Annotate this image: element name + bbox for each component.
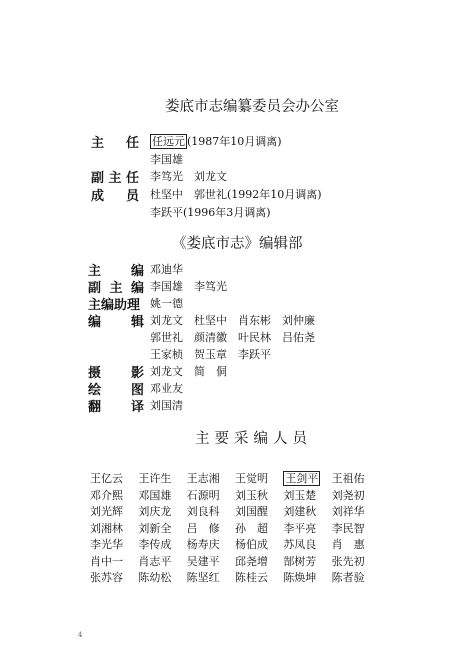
staff-name: 杨伯成 [234,538,268,551]
staff-title: 主要采编人员 [195,431,312,447]
staff-row [90,503,380,520]
staff-name: 邓介熙 [90,488,123,502]
staff-name: 李平亮 [283,521,317,535]
staff-name: 王许生 [138,472,172,485]
role-label: 主 任 [91,136,139,151]
staff-name: 苏凤良 [283,538,317,551]
staff-name: 陈坚红 [186,571,220,584]
role-director [0,132,450,150]
staff-name: 刘庆龙 [138,505,172,518]
office-title: 娄底市志编纂委员会办公室 [165,99,339,115]
staff-name: 吕 修 [186,521,220,535]
editorial-title: 《娄底市志》编辑部 [172,236,303,252]
staff-name: 陈者验 [331,571,365,584]
staff-name: 刘光辉 [90,505,123,518]
role-drawing: 绘 图 邓业友 [88,382,183,398]
role-editors-line2: 郭世礼 颜清徽 叶民林 吕佑尧 [150,331,315,344]
staff-name: 肖志平 [138,554,172,568]
staff-row [90,470,380,487]
staff-name: 刘尧初 [331,488,365,502]
staff-row [90,487,380,504]
role-photography: 摄 影 刘龙文 简 侗 [88,365,227,381]
staff-name: 刘祥华 [331,505,365,518]
staff-name: 陈桂云 [234,571,268,584]
staff-name: 刘玉秋 [234,488,268,502]
staff-name: 陈幼松 [138,571,172,584]
staff-name: 刘良科 [186,505,220,518]
staff-name: 李民智 [331,521,365,535]
staff-name: 李传成 [138,538,172,551]
staff-name: 石源明 [186,488,220,502]
staff-name: 肖中一 [90,554,123,568]
role-director-line2: 李国雄 [150,153,183,166]
staff-row [90,536,380,553]
role-deputy: 副 主 任 李笃光 刘龙文 [0,167,450,185]
staff-name: 张先初 [331,554,365,568]
role-members-line2: 李跃平(1996年3月调离) [150,206,271,219]
staff-row [90,569,380,586]
staff-name: 刘湘林 [90,521,123,535]
role-label: 成 员 [91,189,139,204]
staff-name: 王志湘 [186,472,220,485]
staff-name: 孙 超 [234,521,268,535]
role-value: 任远元 (1987年10月调离) [152,135,282,148]
staff-name: 王剑平 [285,472,319,485]
boxed-name: 任远元 [152,135,185,148]
role-editors-line3: 王家桢 贺玉章 李跃平 [150,348,271,361]
page-mark: 4 [78,631,83,639]
staff-name: 刘建秋 [283,505,317,518]
staff-name: 张苏容 [90,571,123,584]
staff-name: 李光华 [90,538,123,551]
role-editors: 编 辑 刘龙文 杜坚中 肖东彬 刘仲廉 [88,314,315,330]
role-chief-editor: 主 编 邓迪华 [88,263,183,279]
staff-name: 王祖佑 [331,472,365,485]
role-translation: 翻 译 刘国清 [88,399,183,415]
staff-name-grid [90,470,380,586]
role-label: 副 主 任 [91,171,139,186]
staff-name: 吴建平 [186,554,220,568]
staff-name: 刘国醒 [234,505,268,518]
staff-name: 刘新全 [138,521,172,535]
role-members: 成 员 杜坚中 郭世礼(1992年10月调离) [0,185,450,203]
staff-name: 陈焕坤 [283,571,317,584]
staff-row [90,553,380,570]
staff-row [90,520,380,537]
staff-name: 邓国雄 [138,488,172,502]
role-editor-assistant: 主编助理 姚一德 [88,297,183,313]
staff-name: 王亿云 [90,472,123,485]
staff-name: 王觉明 [234,472,268,485]
staff-name: 杨寿庆 [186,538,220,551]
staff-name: 邱尧增 [234,554,268,568]
staff-name: 郜树芳 [283,554,317,568]
staff-name: 肖 惠 [331,538,365,551]
role-deputy-editor: 副 主 编 李国雄 李笃光 [88,280,227,296]
staff-name: 刘玉楚 [283,488,317,502]
